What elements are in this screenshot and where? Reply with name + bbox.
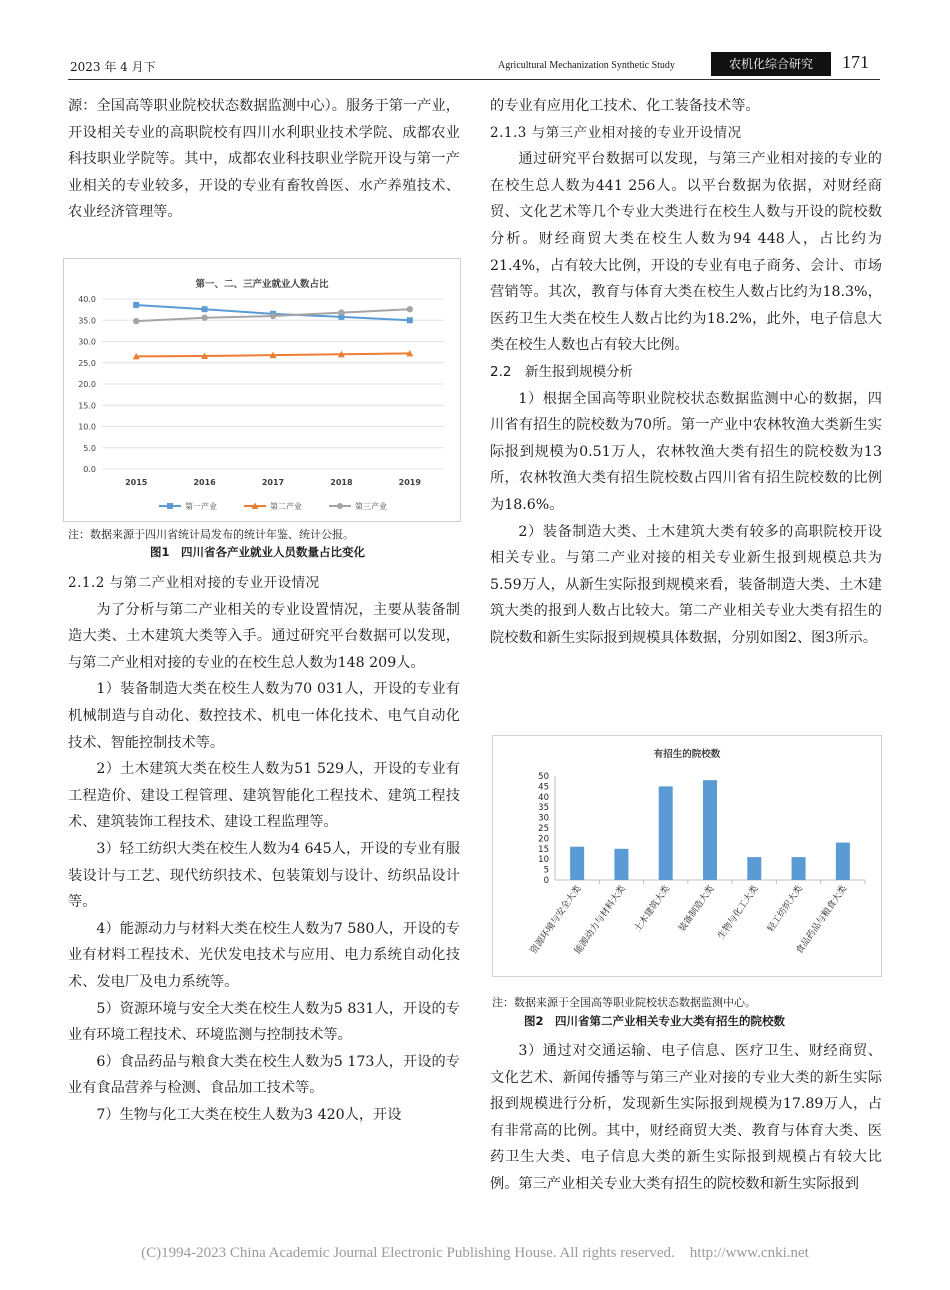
legend-marker <box>167 503 173 509</box>
data-point <box>407 306 413 312</box>
data-point <box>338 309 344 315</box>
y-tick-label: 10.0 <box>78 422 96 432</box>
y-tick-label: 10 <box>538 855 549 866</box>
x-tick-label: 生物与化工大类 <box>716 883 761 942</box>
header-rule <box>68 79 880 80</box>
y-tick-label: 30.0 <box>78 337 96 347</box>
data-point <box>133 318 139 324</box>
bar <box>703 780 717 880</box>
bar <box>614 849 628 880</box>
y-tick-label: 35.0 <box>78 316 96 326</box>
x-tick-label: 2018 <box>330 478 353 487</box>
right-paragraph-4: 2）装备制造大类、土木建筑大类有较多的高职院校开设相关专业。与第二产业对接的相关专业新生报到规模总共为5.59万人，从新生实际报到规模来看，装备制造大类、土木建筑大类的报到人数占比较大。第二产业相关专业大类有招生的院校数和新生实际报到规模具体数据，分别如图2、图3所示。 <box>490 523 882 646</box>
bar <box>659 786 673 880</box>
y-tick-label: 20.0 <box>78 380 96 389</box>
left-paragraph-8: 6）食品药品与粮食大类在校生人数为5 173人，开设的专业有食品营养与检测、食品加工技术等。 <box>68 1053 460 1097</box>
journal-title-en: Agricultural Mechanization Synthetic Study <box>498 60 675 71</box>
figure-2-note: 注：数据来源于全国高等职业院校状态数据监测中心。 <box>492 996 756 1009</box>
left-paragraph-2: 为了分析与第二产业相关的专业设置情况，主要从装备制造大类、土木建筑大类等入手。通过研究平台数据可以发现，与第二产业相对接的专业的在校生总人数为148 209人。 <box>68 601 460 671</box>
y-tick-label: 40.0 <box>78 295 96 304</box>
left-paragraph-3: 1）装备制造大类在校生人数为70 031人，开设的专业有机械制造与自动化、数控技术、机电一体化技术、电气自动化技术、智能控制技术等。 <box>68 681 460 751</box>
x-tick-label: 能源动力与材料大类 <box>573 883 628 957</box>
bar <box>570 847 584 880</box>
legend-label: 第二产业 <box>270 502 302 511</box>
left-column-bottom <box>68 570 460 1128</box>
legend-label: 第一产业 <box>185 502 217 511</box>
section-heading-2-1-3: 2.1.3 与第三产业相对接的专业开设情况 <box>490 124 742 141</box>
y-tick-label: 0 <box>543 876 549 886</box>
y-tick-label: 45 <box>538 782 549 793</box>
figure-1-caption: 图1 四川省各产业就业人员数量占比变化 <box>150 545 365 559</box>
figure-1-note: 注：数据来源于四川省统计局发布的统计年鉴、统计公报。 <box>68 528 354 541</box>
figure-2-caption: 图2 四川省第二产业相关专业大类有招生的院校数 <box>524 1014 785 1028</box>
issue-date: 2023 年 4 月下 <box>70 60 156 74</box>
right-paragraph-2: 通过研究平台数据可以发现，与第三产业相对接的专业的在校生总人数为441 256人。以平台数据为依据，对财经商贸、文化艺术等几个专业大类进行在校生人数与开设的院校数分析。财经商贸大类在校生人数为94 448人，占比约为21.4%，占有较大比例，开设的专业有电子商务、会计、市场营销等。其次，教育与体育大类在校生人数占比约为18.3%，医药卫生大类在校生人数占比约为18.2%，此外，电子信息大类在校生人数也占有较大比例。 <box>490 151 882 354</box>
right-paragraph-3: 1）根据全国高等职业院校状态数据监测中心的数据，四川省有招生的院校数为70所。第一产业中农林牧渔大类新生实际报到规模为0.51万人，农林牧渔大类有招生的院校数为13所，农林牧渔大类有招生院校数占四川省有招生院校数的比例为18.6%。 <box>490 390 882 513</box>
x-tick-label: 2015 <box>125 478 148 487</box>
left-column-top <box>68 93 460 226</box>
legend-label: 第三产业 <box>355 502 387 511</box>
y-tick-label: 15.0 <box>78 401 96 411</box>
data-point <box>201 315 207 321</box>
x-tick-label: 2017 <box>261 478 285 487</box>
figure-1-line-chart <box>63 258 461 522</box>
data-point <box>407 317 413 323</box>
bar <box>792 857 806 880</box>
y-tick-label: 30 <box>538 813 549 824</box>
y-tick-label: 50 <box>538 772 549 782</box>
bar-chart-svg <box>493 736 881 976</box>
bar <box>747 857 761 880</box>
y-tick-label: 0.0 <box>83 465 96 474</box>
figure-2-bar-chart <box>492 735 882 977</box>
page-number: 171 <box>842 52 869 72</box>
y-tick-label: 40 <box>538 792 549 803</box>
left-paragraph-4: 2）土木建筑大类在校生人数为51 529人，开设的专业有工程造价、建设工程管理、建筑智能化工程技术、建筑工程技术、建筑装饰工程技术、建设工程监理等。 <box>68 761 460 831</box>
chart-title: 有招生的院校数 <box>653 749 721 760</box>
left-paragraph-6: 4）能源动力与材料大类在校生人数为7 580人，开设的专业有材料工程技术、光伏发电技术与应用、电力系统自动化技术、发电厂及电力系统等。 <box>68 920 460 990</box>
x-tick-label: 2016 <box>193 478 216 487</box>
data-point <box>202 306 208 312</box>
left-paragraph-9: 7）生物与化工大类在校生人数为3 420人，开设 <box>96 1106 402 1123</box>
data-point <box>133 302 139 308</box>
right-column-top <box>490 93 882 651</box>
left-paragraph-7: 5）资源环境与安全大类在校生人数为5 831人，开设的专业有环境工程技术、环境监测与控制技术等。 <box>68 1000 460 1044</box>
chart-title: 第一、二、三产业就业人数占比 <box>195 279 329 290</box>
right-column-bottom <box>490 1038 882 1198</box>
y-tick-label: 35 <box>538 803 549 814</box>
y-tick-label: 5.0 <box>83 443 96 453</box>
x-tick-label: 资源环境与安全大类 <box>528 883 584 957</box>
right-paragraph-5: 3）通过对交通运输、电子信息、医疗卫生、财经商贸、文化艺术、新闻传播等与第三产业对接的专业大类的新生实际报到规模进行分析，发现新生实际报到规模为17.89万人，占有非常高的比例。其中，财经商贸大类、教育与体育大类、医药卫生大类、电子信息大类的新生实际报到规模占有较大比例。第三产业相关专业大类有招生的院校数和新生实际报到 <box>490 1043 882 1192</box>
copyright-footer: (C)1994-2023 China Academic Journal Electronic Publishing House. All rights reserved. http://www.cnki.net <box>141 1245 809 1261</box>
y-tick-label: 20 <box>538 834 549 845</box>
x-tick-label: 装备制造大类 <box>677 883 717 934</box>
y-tick-label: 5 <box>543 865 549 876</box>
legend-marker <box>337 503 343 509</box>
left-paragraph-1: 源：全国高等职业院校状态数据监测中心）。服务于第一产业，开设相关专业的高职院校有四川水利职业技术学院、成都农业科技职业学院等。其中，成都农业科技职业学院开设与第一产业相关的专业较多，开设的专业有畜牧兽医、水产养殖技术、农业经济管理等。 <box>68 98 460 221</box>
y-tick-label: 25 <box>538 824 549 834</box>
right-paragraph-1: 的专业有应用化工技术、化工装备技术等。 <box>490 98 760 114</box>
x-tick-label: 轻工纺织大类 <box>765 883 806 934</box>
left-paragraph-5: 3）轻工纺织大类在校生人数为4 645人，开设的专业有服装设计与工艺、现代纺织技术、包装策划与设计、纺织品设计等。 <box>68 840 460 911</box>
data-point <box>270 313 276 319</box>
bar <box>836 843 850 880</box>
x-tick-label: 土木建筑大类 <box>632 883 673 934</box>
line-chart-svg <box>64 259 460 521</box>
section-heading-2-1-2: 2.1.2 与第二产业相对接的专业开设情况 <box>68 575 320 591</box>
x-tick-label: 2019 <box>398 478 421 487</box>
y-tick-label: 15 <box>538 844 549 855</box>
x-tick-label: 食品药品与粮食大类 <box>794 883 850 957</box>
section-heading-2-2: 2.2 新生报到规模分析 <box>490 363 633 380</box>
y-tick-label: 25.0 <box>78 358 96 368</box>
journal-title-badge: 农机化综合研究 <box>711 52 831 76</box>
